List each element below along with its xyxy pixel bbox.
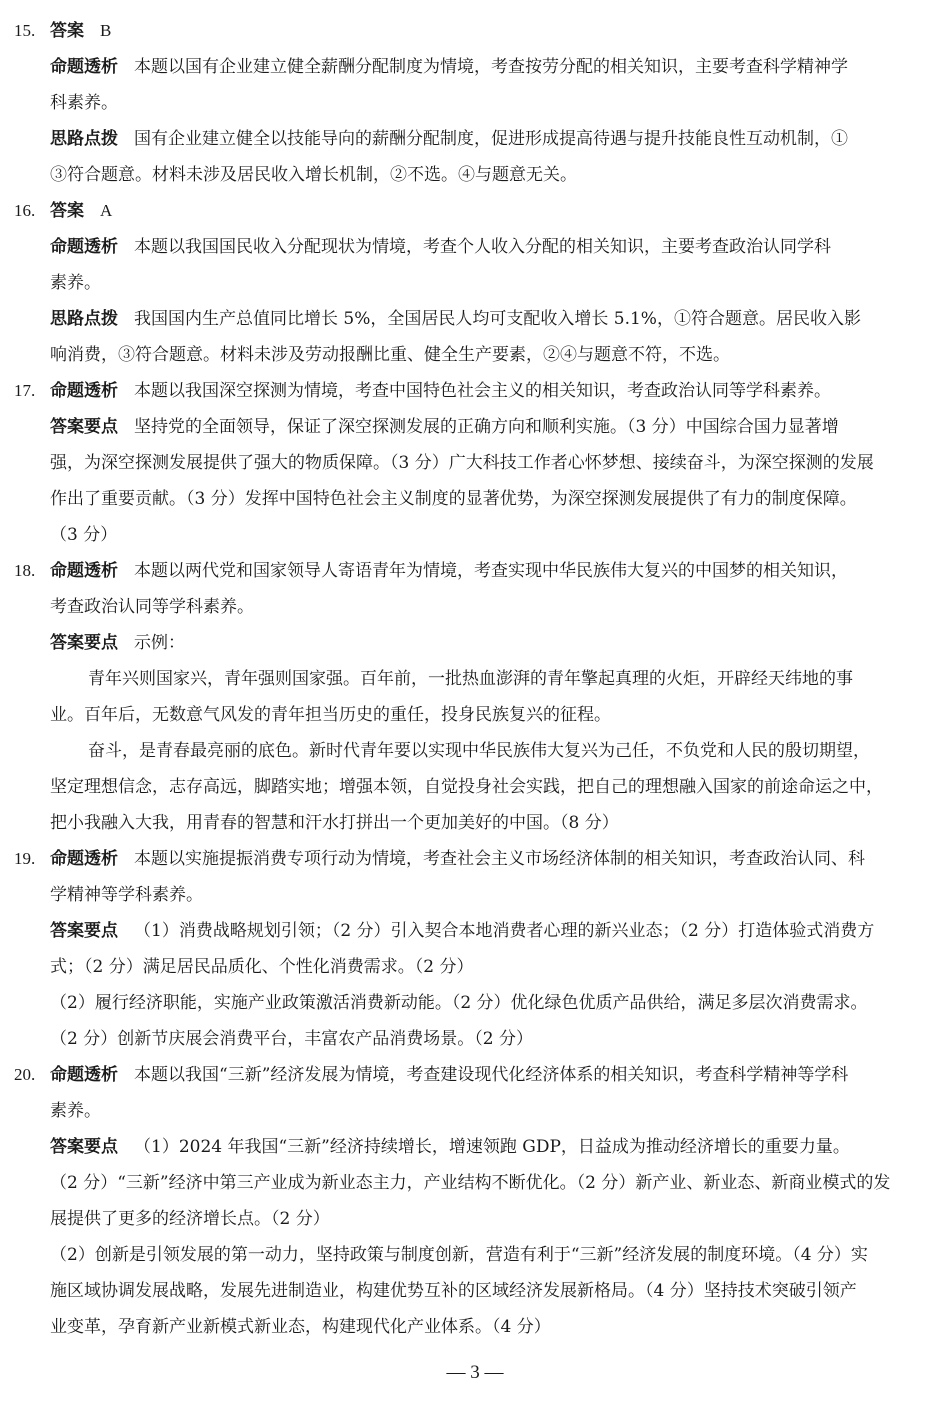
analysis-text: 本题以我国国民收入分配现状为情境，考查个人收入分配的相关知识，主要考查政治认同学科 [134, 237, 831, 257]
answer-value: A [100, 201, 113, 220]
q19-points-cont: （2 分）创新节庆展会消费平台，丰富农产品消费场景。（2 分） [50, 1029, 533, 1049]
q20-points-line [0, 1134, 950, 1160]
q15-analysis-line [0, 54, 950, 80]
points-label: 答案要点 [50, 633, 118, 653]
analysis-text: 本题以实施提振消费专项行动为情境，考查社会主义市场经济体制的相关知识，考查政治认同、科 [134, 849, 865, 869]
q15-hint-line [0, 126, 950, 152]
q20-points-cont: （2 分）“三新”经济中第三产业成为新业态主力，产业结构不断优化。（2 分）新产业、新业态、新商业模式的发 [50, 1173, 891, 1193]
analysis-text: 本题以我国深空探测为情境，考查中国特色社会主义的相关知识，考查政治认同等学科素养。 [134, 381, 831, 401]
points-text: 示例： [134, 633, 185, 653]
answer-label: 答案 [50, 21, 84, 41]
q16-analysis-line [0, 234, 950, 260]
q18-points-line [0, 630, 950, 656]
points-text: （1）2024 年我国“三新”经济持续增长，增速领跑 GDP，日益成为推动经济增长的重要力量。 [134, 1137, 850, 1157]
q18-analysis-line [0, 558, 950, 584]
points-label: 答案要点 [50, 1137, 118, 1157]
q20-points-cont: 业变革，孕育新产业新模式新业态，构建现代化产业体系。（4 分） [50, 1317, 551, 1337]
q17-points-line [0, 414, 950, 440]
q17-analysis-line [0, 378, 950, 404]
q15-hint-cont: ③符合题意。材料未涉及居民收入增长机制，②不选。④与题意无关。 [50, 165, 577, 185]
hint-label: 思路点拨 [50, 129, 118, 149]
answer-label: 答案 [50, 201, 84, 221]
hint-text: 我国国内生产总值同比增长 5%，全国居民人均可支配收入增长 5.1%，①符合题意。居民收入影 [134, 309, 861, 329]
q17-points-cont: （3 分） [50, 525, 118, 545]
q18-analysis-cont: 考查政治认同等学科素养。 [50, 597, 254, 617]
analysis-label: 命题透析 [50, 561, 118, 581]
q19-points-line [0, 918, 950, 944]
q19-points-cont: （2）履行经济职能，实施产业政策激活消费新动能。（2 分）优化绿色优质产品供给，满足多层次消费需求。 [50, 993, 868, 1013]
points-text: 坚持党的全面领导，保证了深空探测发展的正确方向和顺利实施。（3 分）中国综合国力显著增 [134, 417, 839, 437]
analysis-text: 本题以我国“三新”经济发展为情境，考查建设现代化经济体系的相关知识，考查科学精神等学科 [134, 1065, 849, 1085]
analysis-label: 命题透析 [50, 237, 118, 257]
question-number: 19. [14, 849, 36, 868]
analysis-label: 命题透析 [50, 1065, 118, 1085]
points-label: 答案要点 [50, 921, 118, 941]
q16-analysis-cont: 素养。 [50, 273, 101, 293]
q20-points-cont: （2）创新是引领发展的第一动力，坚持政策与制度创新，营造有利于“三新”经济发展的制度环境。（4 分）实 [50, 1245, 868, 1265]
q20-points-cont: 施区域协调发展战略，发展先进制造业，构建优势互补的区域经济发展新格局。（4 分）坚持技术突破引领产 [50, 1281, 857, 1301]
q18-essay-para1: 青年兴则国家兴，青年强则国家强。百年前，一批热血澎湃的青年擎起真理的火炬，开辟经天纬地的事 [88, 669, 853, 689]
hint-text: 国有企业建立健全以技能导向的薪酬分配制度，促进形成提高待遇与提升技能良性互动机制，① [134, 129, 848, 149]
q19-analysis-line [0, 846, 950, 872]
analysis-text: 本题以国有企业建立健全薪酬分配制度为情境，考查按劳分配的相关知识，主要考查科学精神学 [134, 57, 848, 77]
analysis-label: 命题透析 [50, 381, 118, 401]
question-number: 16. [14, 201, 36, 220]
q16-hint-cont: 响消费，③符合题意。材料未涉及劳动报酬比重、健全生产要素，②④与题意不符，不选。 [50, 345, 730, 365]
page-number: — 3 — [446, 1362, 504, 1383]
q20-analysis-cont: 素养。 [50, 1101, 101, 1121]
points-text: （1）消费战略规划引领；（2 分）引入契合本地消费者心理的新兴业态；（2 分）打造体验式消费方 [134, 921, 875, 941]
q18-essay-para2-cont: 坚定理想信念，志存高远，脚踏实地；增强本领，自觉投身社会实践，把自己的理想融入国家的前途命运之中， [50, 777, 883, 797]
answer-value: B [100, 21, 112, 40]
q16-answer-line [0, 198, 950, 224]
question-number: 17. [14, 381, 36, 400]
q15-analysis-cont: 科素养。 [50, 93, 118, 113]
analysis-label: 命题透析 [50, 57, 118, 77]
q19-points-cont: 式；（2 分）满足居民品质化、个性化消费需求。（2 分） [50, 957, 474, 977]
analysis-label: 命题透析 [50, 849, 118, 869]
q20-points-cont: 展提供了更多的经济增长点。（2 分） [50, 1209, 330, 1229]
q18-essay-para2: 奋斗，是青春最亮丽的底色。新时代青年要以实现中华民族伟大复兴为己任，不负党和人民的殷切期望， [88, 741, 870, 761]
q20-analysis-line [0, 1062, 950, 1088]
q15-answer-line [0, 18, 950, 44]
q17-points-cont: 强，为深空探测发展提供了强大的物质保障。（3 分）广大科技工作者心怀梦想、接续奋斗，为深空探测的发展 [50, 453, 874, 473]
q18-essay-para2-cont: 把小我融入大我，用青春的智慧和汗水打拼出一个更加美好的中国。（8 分） [50, 813, 619, 833]
q18-essay-para1-cont: 业。百年后，无数意气风发的青年担当历史的重任，投身民族复兴的征程。 [50, 705, 611, 725]
q16-hint-line [0, 306, 950, 332]
question-number: 15. [14, 21, 36, 40]
q17-points-cont: 作出了重要贡献。（3 分）发挥中国特色社会主义制度的显著优势，为深空探测发展提供了有力的制度保障。 [50, 489, 857, 509]
analysis-text: 本题以两代党和国家领导人寄语青年为情境，考查实现中华民族伟大复兴的中国梦的相关知识， [134, 561, 848, 581]
question-number: 20. [14, 1065, 36, 1084]
hint-label: 思路点拨 [50, 309, 118, 329]
points-label: 答案要点 [50, 417, 118, 437]
question-number: 18. [14, 561, 36, 580]
q19-analysis-cont: 学精神等学科素养。 [50, 885, 203, 905]
